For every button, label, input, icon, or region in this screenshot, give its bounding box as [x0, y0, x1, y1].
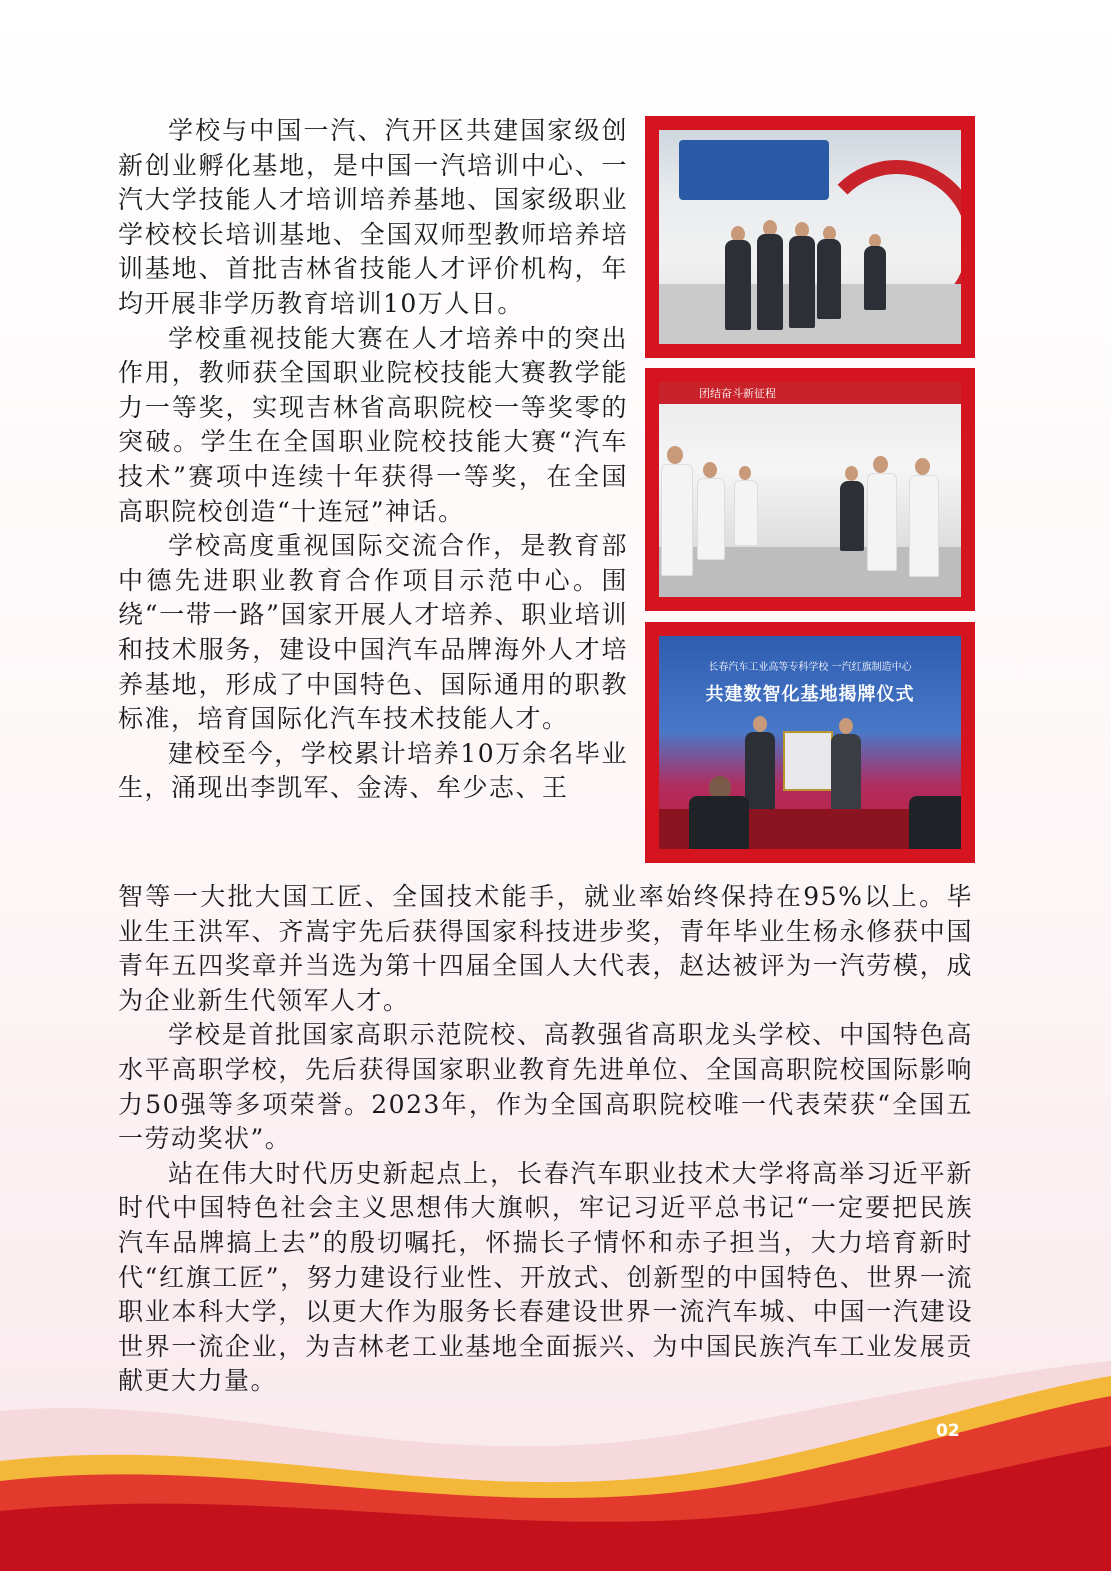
- paragraph-incubation: 学校与中国一汽、汽开区共建国家级创新创业孵化基地，是中国一汽培训中心、一汽大学技能人才培训培养基地、国家级职业学校校长培训基地、全国双师型教师培养培训基地、首批吉林省技能人才评价机构，年均开展非学历教育培训10万人日。: [118, 116, 628, 318]
- article-text-wide: [118, 880, 973, 1399]
- person-head: [753, 716, 767, 732]
- person: [697, 478, 725, 560]
- audience-member: [689, 796, 749, 849]
- person: [840, 481, 864, 551]
- ceremony-subtitle: 长春汽车工业高等专科学校 一汽红旗制造中心: [708, 662, 912, 673]
- person-head: [845, 466, 858, 481]
- photo-exhibition-visit: [645, 116, 975, 358]
- person: [725, 240, 751, 330]
- footer-wave-decoration: [0, 1351, 1111, 1571]
- person: [661, 464, 693, 576]
- display-panel: [679, 140, 829, 200]
- paragraph-international: 学校高度重视国际交流合作，是教育部中德先进职业教育合作项目示范中心。围绕“一带一路”国家开展人才培养、职业培训和技术服务，建设中国汽车品牌海外人才培养基地，形成了中国特色、国际通用的职教标准，培育国际化汽车技术技能人才。: [118, 531, 628, 734]
- photo-inspection-image: [659, 382, 961, 597]
- person: [757, 234, 783, 330]
- paragraph-graduates-end: 智等一大批大国工匠、全国技术能手，就业率始终保持在95%以上。毕业生王洪军、齐嵩宇先后获得国家科技进步奖，青年毕业生杨永修获中国青年五四奖章并当选为第十四届全国人大代表，赵达被评为一汽劳模，成为企业新生代领军人才。: [118, 882, 973, 1015]
- person: [867, 473, 897, 571]
- person: [864, 246, 886, 310]
- person-head: [873, 456, 888, 473]
- photo-inspection-group: [645, 368, 975, 611]
- audience-member: [909, 796, 961, 849]
- photo-exhibition-image: [659, 130, 961, 344]
- ceremony-title: 共建数智化基地揭牌仪式: [705, 684, 915, 705]
- person-head: [667, 446, 683, 464]
- article-text-narrow: [118, 114, 628, 806]
- red-banner: [659, 382, 961, 404]
- banner-text: 团结奋斗新征程: [699, 387, 776, 400]
- page-number: 02: [936, 1421, 960, 1441]
- person-head: [839, 718, 853, 734]
- person-head: [739, 466, 751, 480]
- person-head: [703, 462, 717, 478]
- photo-ceremony-image: [659, 636, 961, 849]
- paragraph-graduates-start: 建校至今，学校累计培养10万余名毕业生，涌现出李凯军、金涛、牟少志、王: [118, 738, 628, 803]
- person-head: [915, 458, 930, 475]
- plaque: [783, 731, 833, 791]
- photo-unveiling-ceremony: [645, 622, 975, 863]
- paragraph-skills-competition: 学校重视技能大赛在人才培养中的突出作用，教师获全国职业院校技能大赛教学能力一等奖，实现吉林省高职院校一等奖零的突破。学生在全国职业院校技能大赛“汽车技术”赛项中连续十年获得一等奖，在全国高职院校创造“十连冠”神话。: [118, 323, 628, 526]
- person: [909, 475, 939, 577]
- person: [789, 236, 815, 328]
- paragraph-honors: 学校是首批国家高职示范院校、高教强省高职龙头学校、中国特色高水平高职学校，先后获得国家职业教育先进单位、全国高职院校国际影响力50强等多项荣誉。2023年，作为全国高职院校唯一代表荣获“全国五一劳动奖状”。: [118, 1020, 973, 1154]
- person: [734, 480, 758, 546]
- person: [817, 239, 841, 319]
- paragraph-vision: 站在伟大时代历史新起点上，长春汽车职业技术大学将高举习近平新时代中国特色社会主义思想伟大旗帜，牢记习近平总书记“一定要把民族汽车品牌搞上去”的殷切嘱托，怀揣长子情怀和赤子担当，大力培育新时代“红旗工匠”，努力建设行业性、开放式、创新型的中国特色、世界一流职业本科大学，以更大作为服务长春建设世界一流汽车城、中国一汽建设世界一流企业，为吉林老工业基地全面振兴、为中国民族汽车工业发展贡献更大力量。: [118, 1158, 973, 1396]
